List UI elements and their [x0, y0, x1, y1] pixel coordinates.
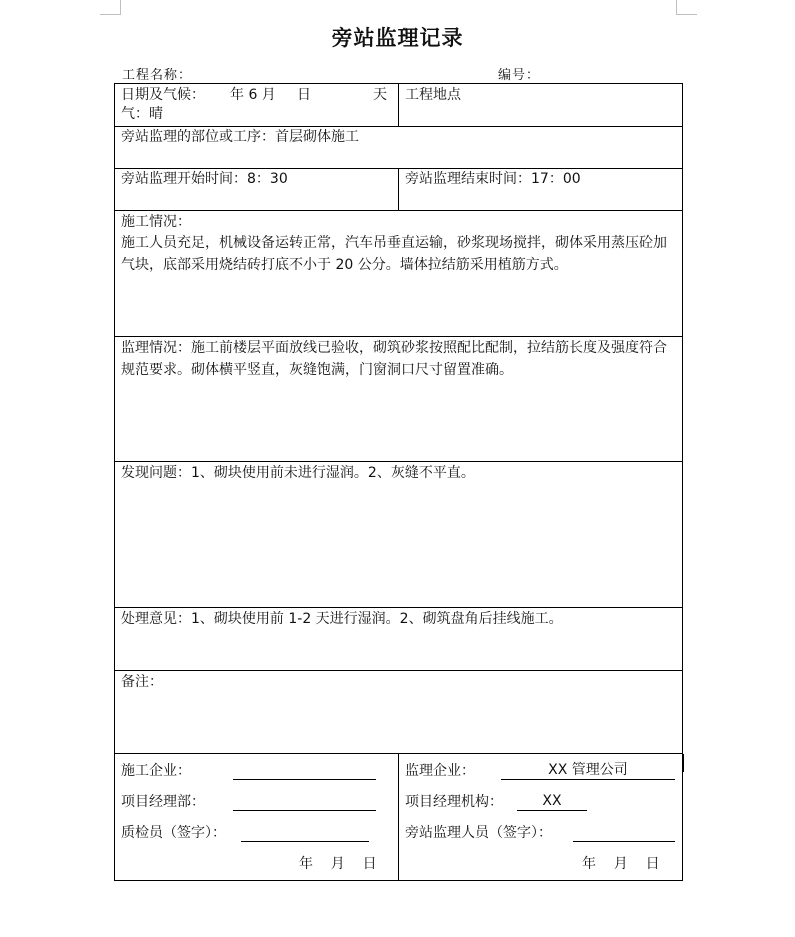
weather-char: 天 [373, 87, 387, 103]
left-sign-date: 年 月 日 [299, 856, 377, 872]
date-year-month: 年 6 月 [230, 87, 276, 103]
project-name-label: 工程名称： [122, 68, 193, 83]
document-title: 旁站监理记录 [331, 26, 464, 50]
project-org-label: 项目经理机构： [405, 794, 503, 810]
weather-value: 气：晴 [121, 106, 163, 122]
construction-label: 施工情况： [121, 214, 191, 230]
column-divider [398, 168, 399, 210]
supervision-company-value[interactable]: XX 管理公司 [501, 761, 675, 780]
serial-number-label: 编号： [498, 68, 541, 83]
supervisor-signature-label: 旁站监理人员（签字）： [405, 825, 552, 841]
construction-company-label: 施工企业： [121, 763, 191, 779]
quality-inspector-label: 质检员（签字）： [121, 825, 226, 841]
project-org-value[interactable]: XX [517, 792, 587, 811]
column-divider [398, 753, 399, 880]
supervisor-signature-line[interactable] [573, 823, 675, 842]
right-sign-date: 年 月 日 [582, 856, 660, 872]
problems-text: 发现问题：1、砌块使用前未进行湿润。2、灰缝不平直。 [121, 465, 475, 481]
remarks-label: 备注： [121, 674, 163, 690]
location-label: 工程地点 [405, 87, 461, 103]
page-corner-mark-right [676, 0, 697, 15]
construction-company-line[interactable] [233, 761, 376, 780]
opinion-text: 处理意见：1、砌块使用前 1-2 天进行湿润。2、砌筑盘角后挂线施工。 [121, 611, 563, 627]
page-corner-mark-left [100, 0, 121, 15]
quality-inspector-line[interactable] [241, 823, 369, 842]
end-time: 旁站监理结束时间：17：00 [405, 171, 581, 187]
project-manager-label: 项目经理部： [121, 794, 205, 810]
construction-text: 施工人员充足，机械设备运转正常，汽车吊垂直运输，砂浆现场搅拌，砌体采用蒸压砼加气块，底部采用烧结砖打底不小于 20 公分。墙体拉结筋采用植筋方式。 [121, 235, 667, 273]
supervision-company-label: 监理企业： [405, 763, 475, 779]
date-weather-label: 日期及气候： [121, 87, 205, 103]
column-divider [398, 84, 399, 126]
date-day: 日 [297, 87, 311, 103]
supervised-position: 旁站监理的部位或工序：首层砌体施工 [121, 129, 359, 145]
supervision-text: 监理情况：施工前楼层平面放线已验收，砌筑砂浆按照配比配制，拉结筋长度及强度符合规范要求。砌体横平竖直，灰缝饱满，门窗洞口尺寸留置准确。 [121, 340, 667, 378]
text-cursor [682, 754, 684, 772]
start-time: 旁站监理开始时间：8：30 [121, 171, 288, 187]
record-form [114, 83, 683, 881]
project-manager-line[interactable] [233, 792, 376, 811]
